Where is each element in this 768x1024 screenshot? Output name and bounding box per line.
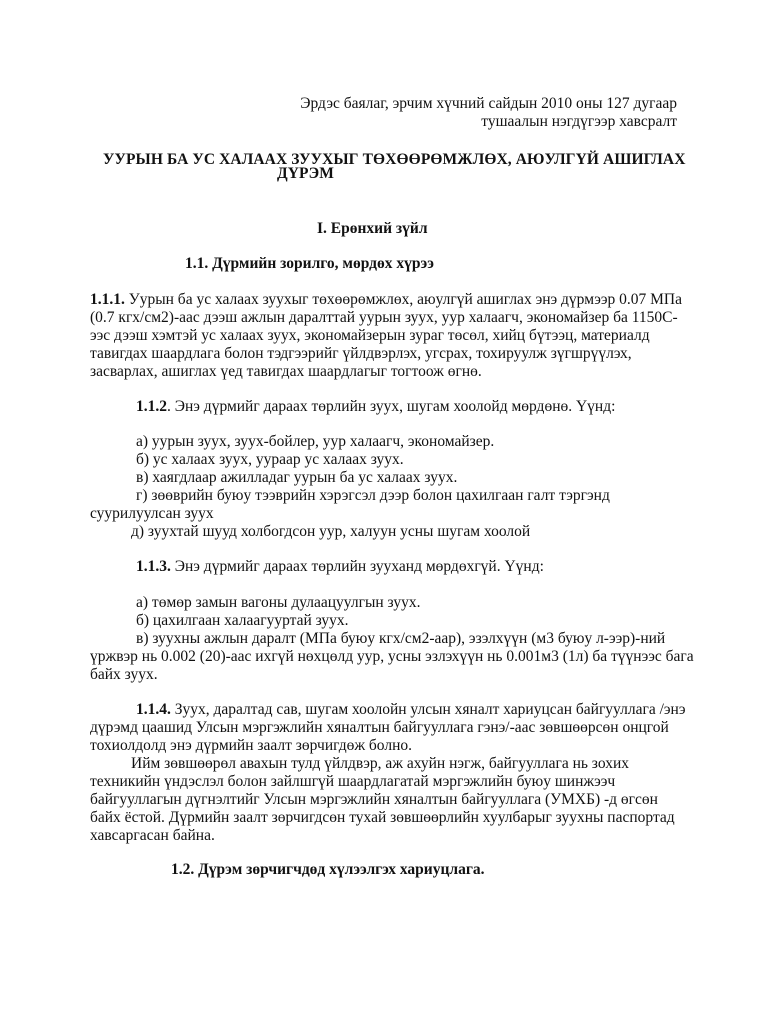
paragraph-1-1-3-intro xyxy=(136,558,544,576)
paragraph-1-1-4-line: байгууллагын дүгнэлтийг Улсын мэргэжлийн хяналтын байгууллага (УМХБ) -д өгсөн xyxy=(90,791,658,808)
list-item: б) ус халаах зуух, уураар ус халаах зуух. xyxy=(136,451,404,468)
document-title-line-2: ДҮРЭМ xyxy=(277,165,334,182)
section-heading: I. Ерөнхий зүйл xyxy=(317,220,428,237)
paragraph-1-1-1-line xyxy=(90,291,682,309)
list-item: д) зуухтай шууд холбогдсон уур, халуун усны шугам хоолой xyxy=(131,523,531,540)
subsection-heading-1-1: 1.1. Дүрмийн зорилго, мөрдөх хүрээ xyxy=(185,255,434,272)
paragraph-1-1-4-line: байх ёстой. Дүрмийн заалт зөрчигдсөн тухай зөвшөөрлийн хуулбарыг зуухны паспортад xyxy=(90,809,675,826)
clause-number: 1.1.1. xyxy=(90,291,125,308)
list-item: в) зуухны ажлын даралт (МПа буюу кгх/см2-аар), эзэлхүүн (м3 буюу л-ээр)-ний xyxy=(136,630,666,647)
paragraph-1-1-4-line: дүрэмд цаашид Улсын мэргэжлийн хяналтын байгууллага гэнэ/-аас зөвшөөрсөн онцгой xyxy=(90,719,669,736)
paragraph-1-1-1-line: тавигдах шаардлага болон тэдгээрийг үйлдвэрлэх, угсрах, тохируулж зүгшрүүлэх, xyxy=(90,345,632,362)
clause-text: Уурын ба ус халаах зуухыг төхөөрөмжлөх, аюулгүй ашиглах энэ дүрмээр 0.07 МПа xyxy=(128,291,682,308)
paragraph-1-1-4-line xyxy=(136,701,686,719)
paragraph-1-1-4-line: тохиолдолд энэ дүрмийн заалт зөрчигдөж болно. xyxy=(90,737,413,754)
paragraph-1-1-1-line: (0.7 кгх/см2)-аас дээш ажлын даралттай уурын зуух, уур халаагч, экономайзер ба 1150С- xyxy=(90,309,678,326)
clause-text: Зуух, даралтад сав, шугам хоолойн улсын хяналт хариуцсан байгууллага /энэ xyxy=(170,701,686,718)
clause-number: 1.1.4. xyxy=(136,701,171,718)
document-title-line-1: УУРЫН БА УС ХАЛААХ ЗУУХЫГ ТӨХӨӨРӨМЖЛӨХ, АЮУЛГҮЙ АШИГЛАХ xyxy=(103,151,686,168)
list-item: в) хаягдлаар ажилладаг уурын ба ус халаах зуух. xyxy=(136,469,458,486)
paragraph-1-1-4-line: техникийн үндэслэл болон зайлшгүй шаардлагатай мэргэжлийн буюу шинжээч xyxy=(90,773,616,790)
paragraph-1-1-4-line: хавсаргасан байна. xyxy=(90,827,215,844)
header-line-1: Эрдэс баялаг, эрчим хүчний сайдын 2010 оны 127 дугаар xyxy=(300,95,677,112)
paragraph-1-1-1-line: засварлах, ашиглах үед тавигдах шаардлагыг тогтоож өгнө. xyxy=(90,363,482,380)
list-item: а) уурын зуух, зуух-бойлер, уур халаагч, экономайзер. xyxy=(136,433,495,450)
clause-number: 1.1.3. xyxy=(136,558,171,575)
paragraph-1-1-1-line: ээс дээш хэмтэй ус халаах зуух, экономайзерын зураг төсөл, хийц бүтээц, материалд xyxy=(90,327,650,344)
list-item-continuation: байх зуух. xyxy=(90,666,158,683)
paragraph-1-1-4-line: Ийм зөвшөөрөл авахын тулд үйлдвэр, аж ахуйн нэгж, байгууллага нь зохих xyxy=(131,755,629,772)
header-line-2: тушаалын нэгдүгээр хавсралт xyxy=(481,113,677,130)
list-item-continuation: суурилуулсан зуух xyxy=(90,505,214,522)
list-item: б) цахилгаан халаагууртай зуух. xyxy=(136,612,349,629)
subsection-heading-1-2: 1.2. Дүрэм зөрчигчдөд хүлээлгэх хариуцлага. xyxy=(171,861,485,878)
clause-text: Энэ дүрмийг дараах төрлийн зууханд мөрдөхгүй. Үүнд: xyxy=(170,558,544,575)
list-item: г) зөөврийн буюу тээврийн хэрэгсэл дээр болон цахилгаан галт тэргэнд xyxy=(136,487,610,504)
list-item: а) төмөр замын вагоны дулаацуулгын зуух. xyxy=(136,594,421,611)
list-item-continuation: үржвэр нь 0.002 (20)-аас ихгүй нөхцөлд уур, усны эзлэхүүн нь 0.001м3 (1л) ба түүнээс бага xyxy=(90,648,694,665)
clause-number: 1.1.2 xyxy=(136,398,167,415)
clause-text: . Энэ дүрмийг дараах төрлийн зуух, шугам хоолойд мөрдөнө. Үүнд: xyxy=(167,398,616,415)
paragraph-1-1-2-intro xyxy=(136,398,615,416)
